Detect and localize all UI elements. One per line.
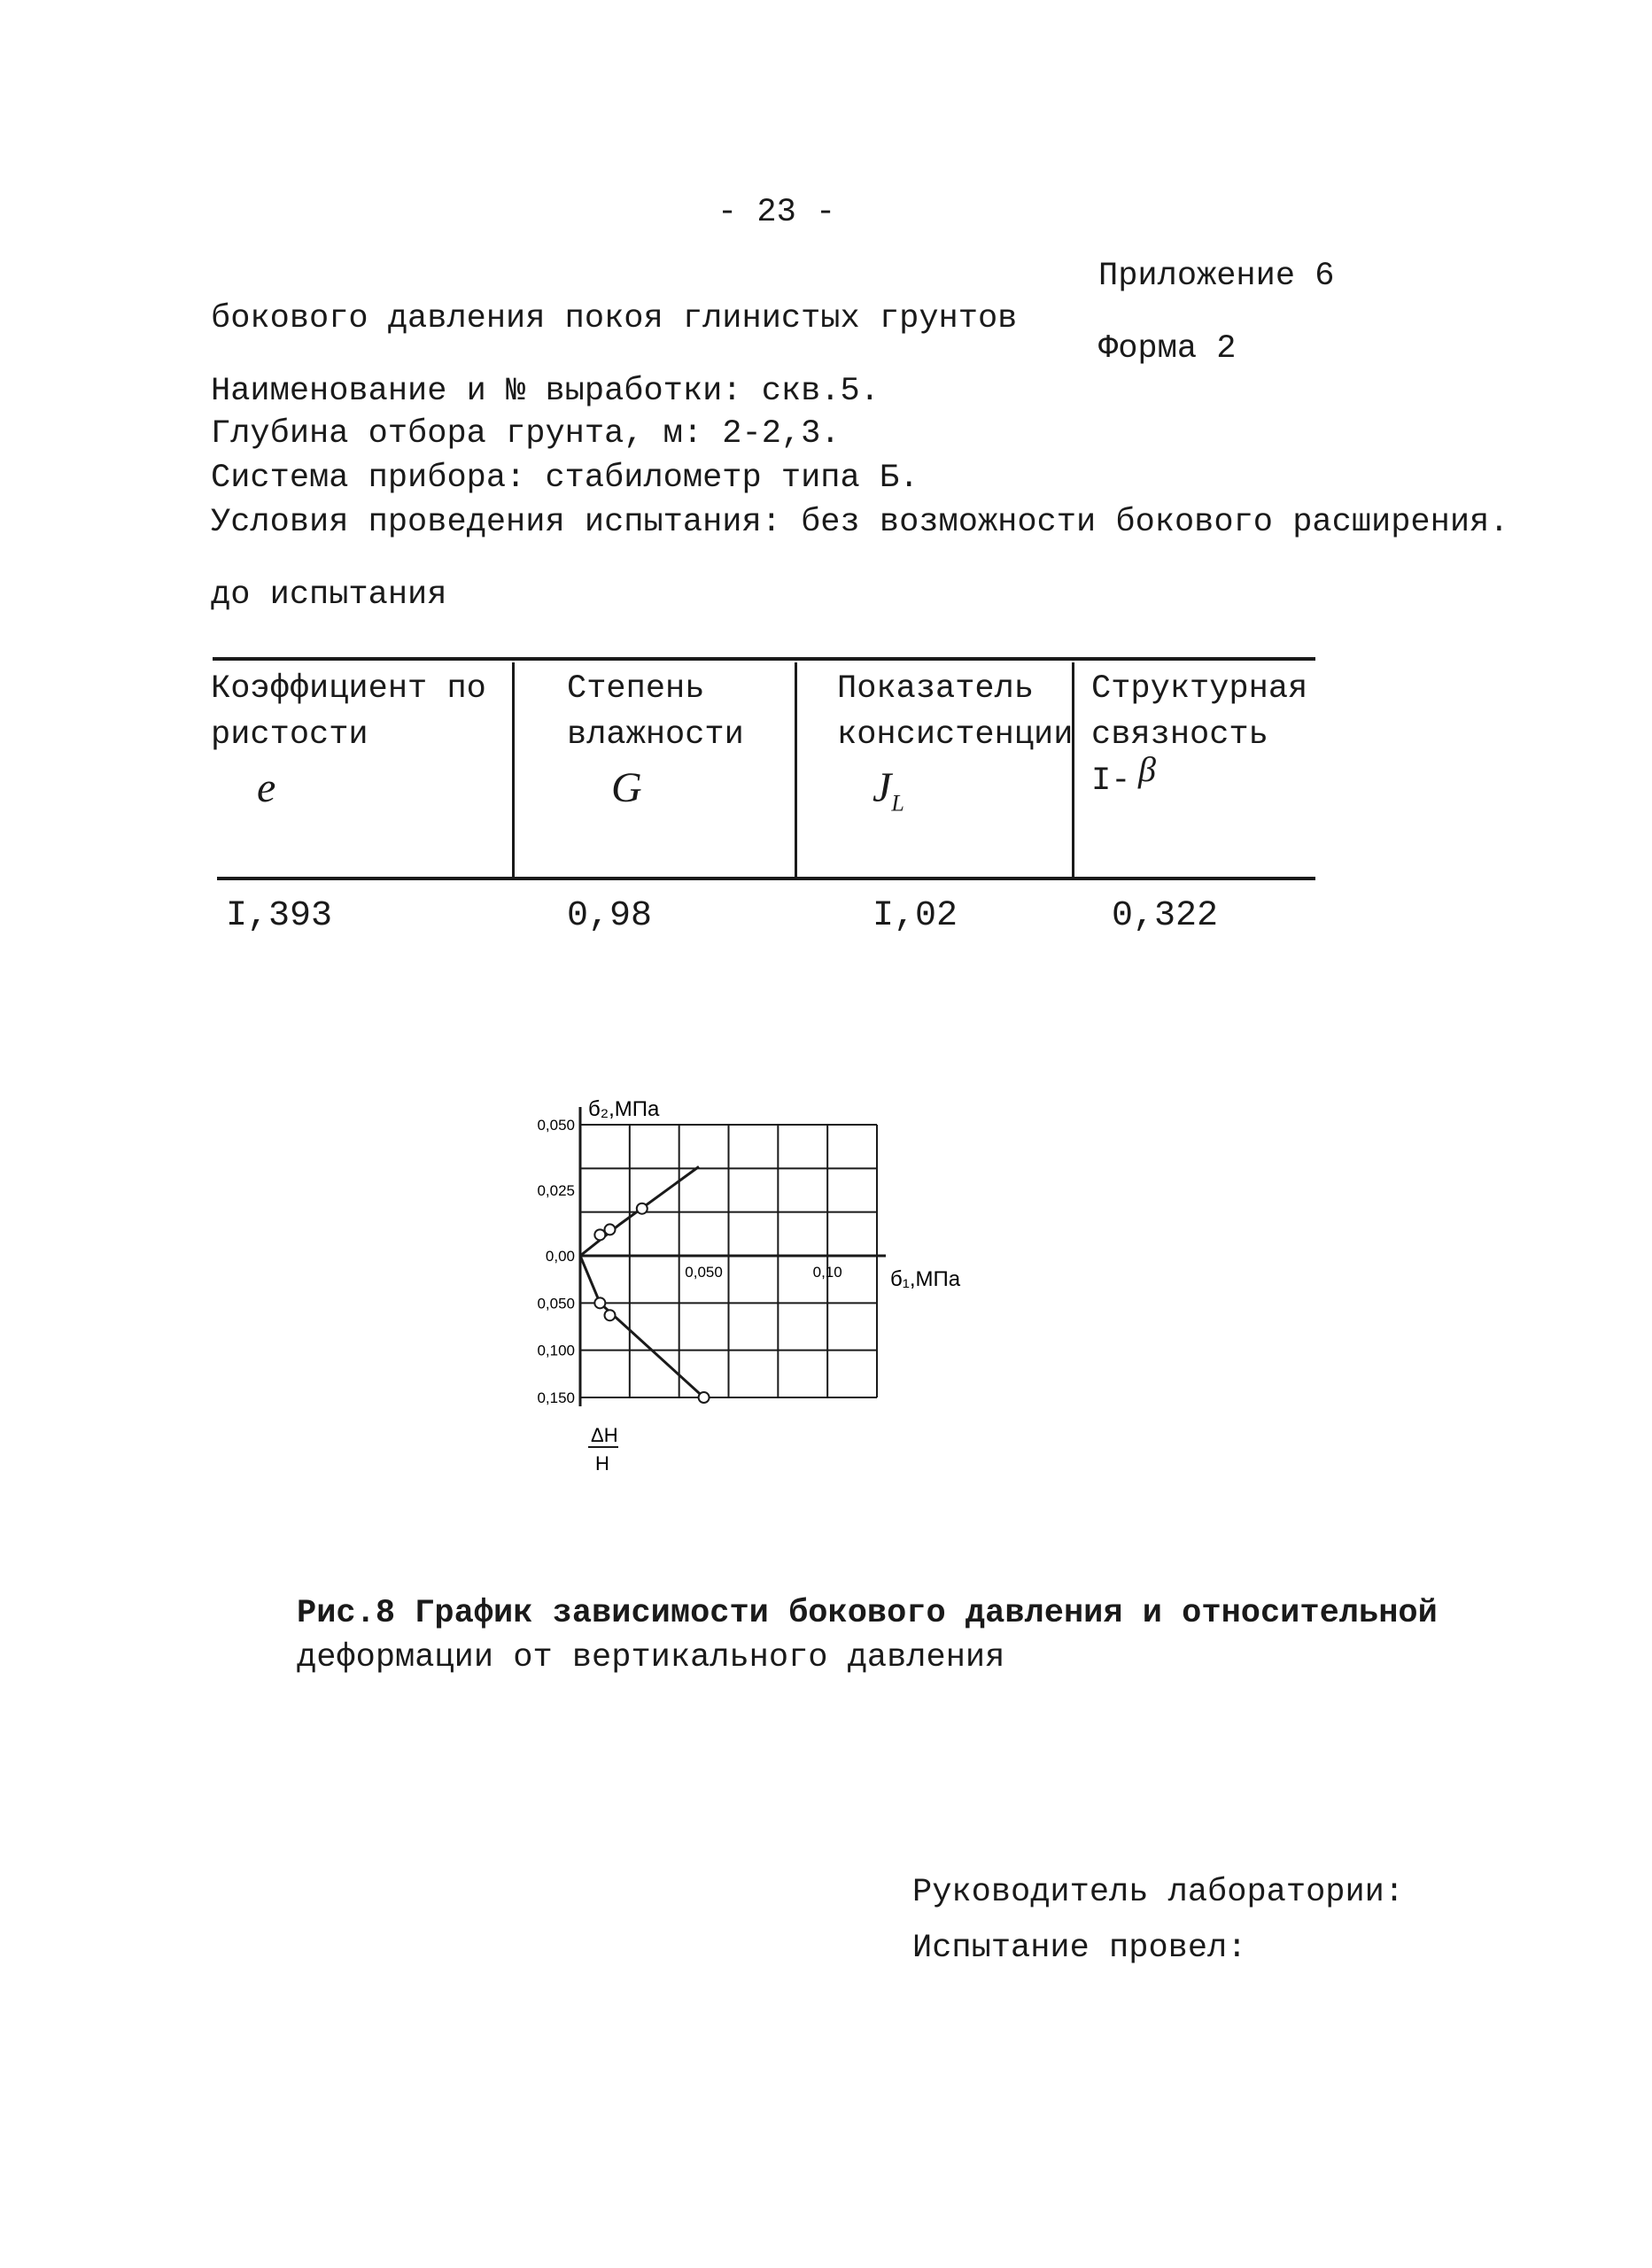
y-tick-label: 0,025 bbox=[537, 1182, 575, 1199]
appendix-label: Приложение 6 bbox=[1098, 258, 1335, 295]
symbol-porosity: e bbox=[257, 764, 276, 811]
header-consistency: Показатель консистенции bbox=[837, 670, 1074, 754]
info-line-conditions: Условия проведения испытания: без возможности бокового расширения. bbox=[211, 504, 1509, 541]
table-divider-2 bbox=[795, 662, 797, 877]
symbol-consistency bbox=[873, 763, 904, 817]
value-porosity: I,393 bbox=[226, 896, 333, 936]
value-consistency: I,02 bbox=[873, 896, 958, 936]
y-tick-label: 0,150 bbox=[537, 1389, 575, 1406]
data-point bbox=[605, 1224, 616, 1235]
figure-caption-line-2: деформации от вертикального давления bbox=[297, 1639, 1005, 1676]
value-structural: 0,322 bbox=[1112, 896, 1219, 936]
value-saturation: 0,98 bbox=[567, 896, 653, 936]
data-point bbox=[605, 1310, 616, 1320]
table-header-rule bbox=[217, 877, 1315, 880]
table-divider-1 bbox=[512, 662, 515, 877]
info-line-depth: Глубина отбора грунта, м: 2-2,3. bbox=[211, 415, 841, 453]
data-point bbox=[594, 1229, 605, 1240]
table-caption: до испытания bbox=[211, 577, 447, 614]
header-saturation: Степень влажности bbox=[567, 670, 744, 754]
page-number: - 23 - bbox=[717, 194, 836, 231]
signature-lab-head: Руководитель лаборатории: bbox=[912, 1874, 1405, 1911]
x-tick-label: 0,050 bbox=[685, 1264, 723, 1281]
y-tick-label: 0,050 bbox=[537, 1117, 575, 1134]
y-tick-label: 0,100 bbox=[537, 1342, 575, 1359]
y-axis-bottom-denominator: H bbox=[595, 1452, 609, 1475]
document-title: бокового давления покоя глинистых грунтов bbox=[211, 300, 1018, 337]
header-structural: Структурная связность I- bbox=[1091, 670, 1308, 800]
y-tick-label: 0,050 bbox=[537, 1295, 575, 1312]
data-point bbox=[637, 1204, 648, 1214]
x-tick-label: 0,10 bbox=[812, 1264, 842, 1281]
x-axis-label: б₁,МПа bbox=[890, 1267, 961, 1291]
y-axis-bottom-numerator: ΔH bbox=[591, 1424, 618, 1446]
info-line-excavation: Наименование и № выработки: скв.5. bbox=[211, 373, 880, 410]
data-point bbox=[594, 1297, 605, 1308]
form-label: Форма 2 bbox=[1098, 330, 1237, 368]
info-line-device: Система прибора: стабилометр типа Б. bbox=[211, 460, 919, 497]
signature-tester: Испытание провел: bbox=[912, 1930, 1247, 1967]
pressure-deformation-chart bbox=[496, 1080, 992, 1479]
data-point bbox=[699, 1392, 710, 1403]
y-tick-label: 0,00 bbox=[545, 1248, 575, 1265]
symbol-saturation: G bbox=[611, 764, 642, 811]
symbol-structural: β bbox=[1138, 749, 1156, 789]
figure-caption-line-1: Рис.8 График зависимости бокового давления и относительной bbox=[297, 1595, 1438, 1632]
header-porosity: Коэффициент по ристости bbox=[211, 670, 486, 754]
y-axis-top-label: б₂,МПа bbox=[588, 1097, 660, 1121]
table-top-rule bbox=[213, 657, 1315, 661]
symbol-consistency-main: J bbox=[873, 764, 892, 811]
symbol-consistency-sub: L bbox=[891, 790, 904, 817]
